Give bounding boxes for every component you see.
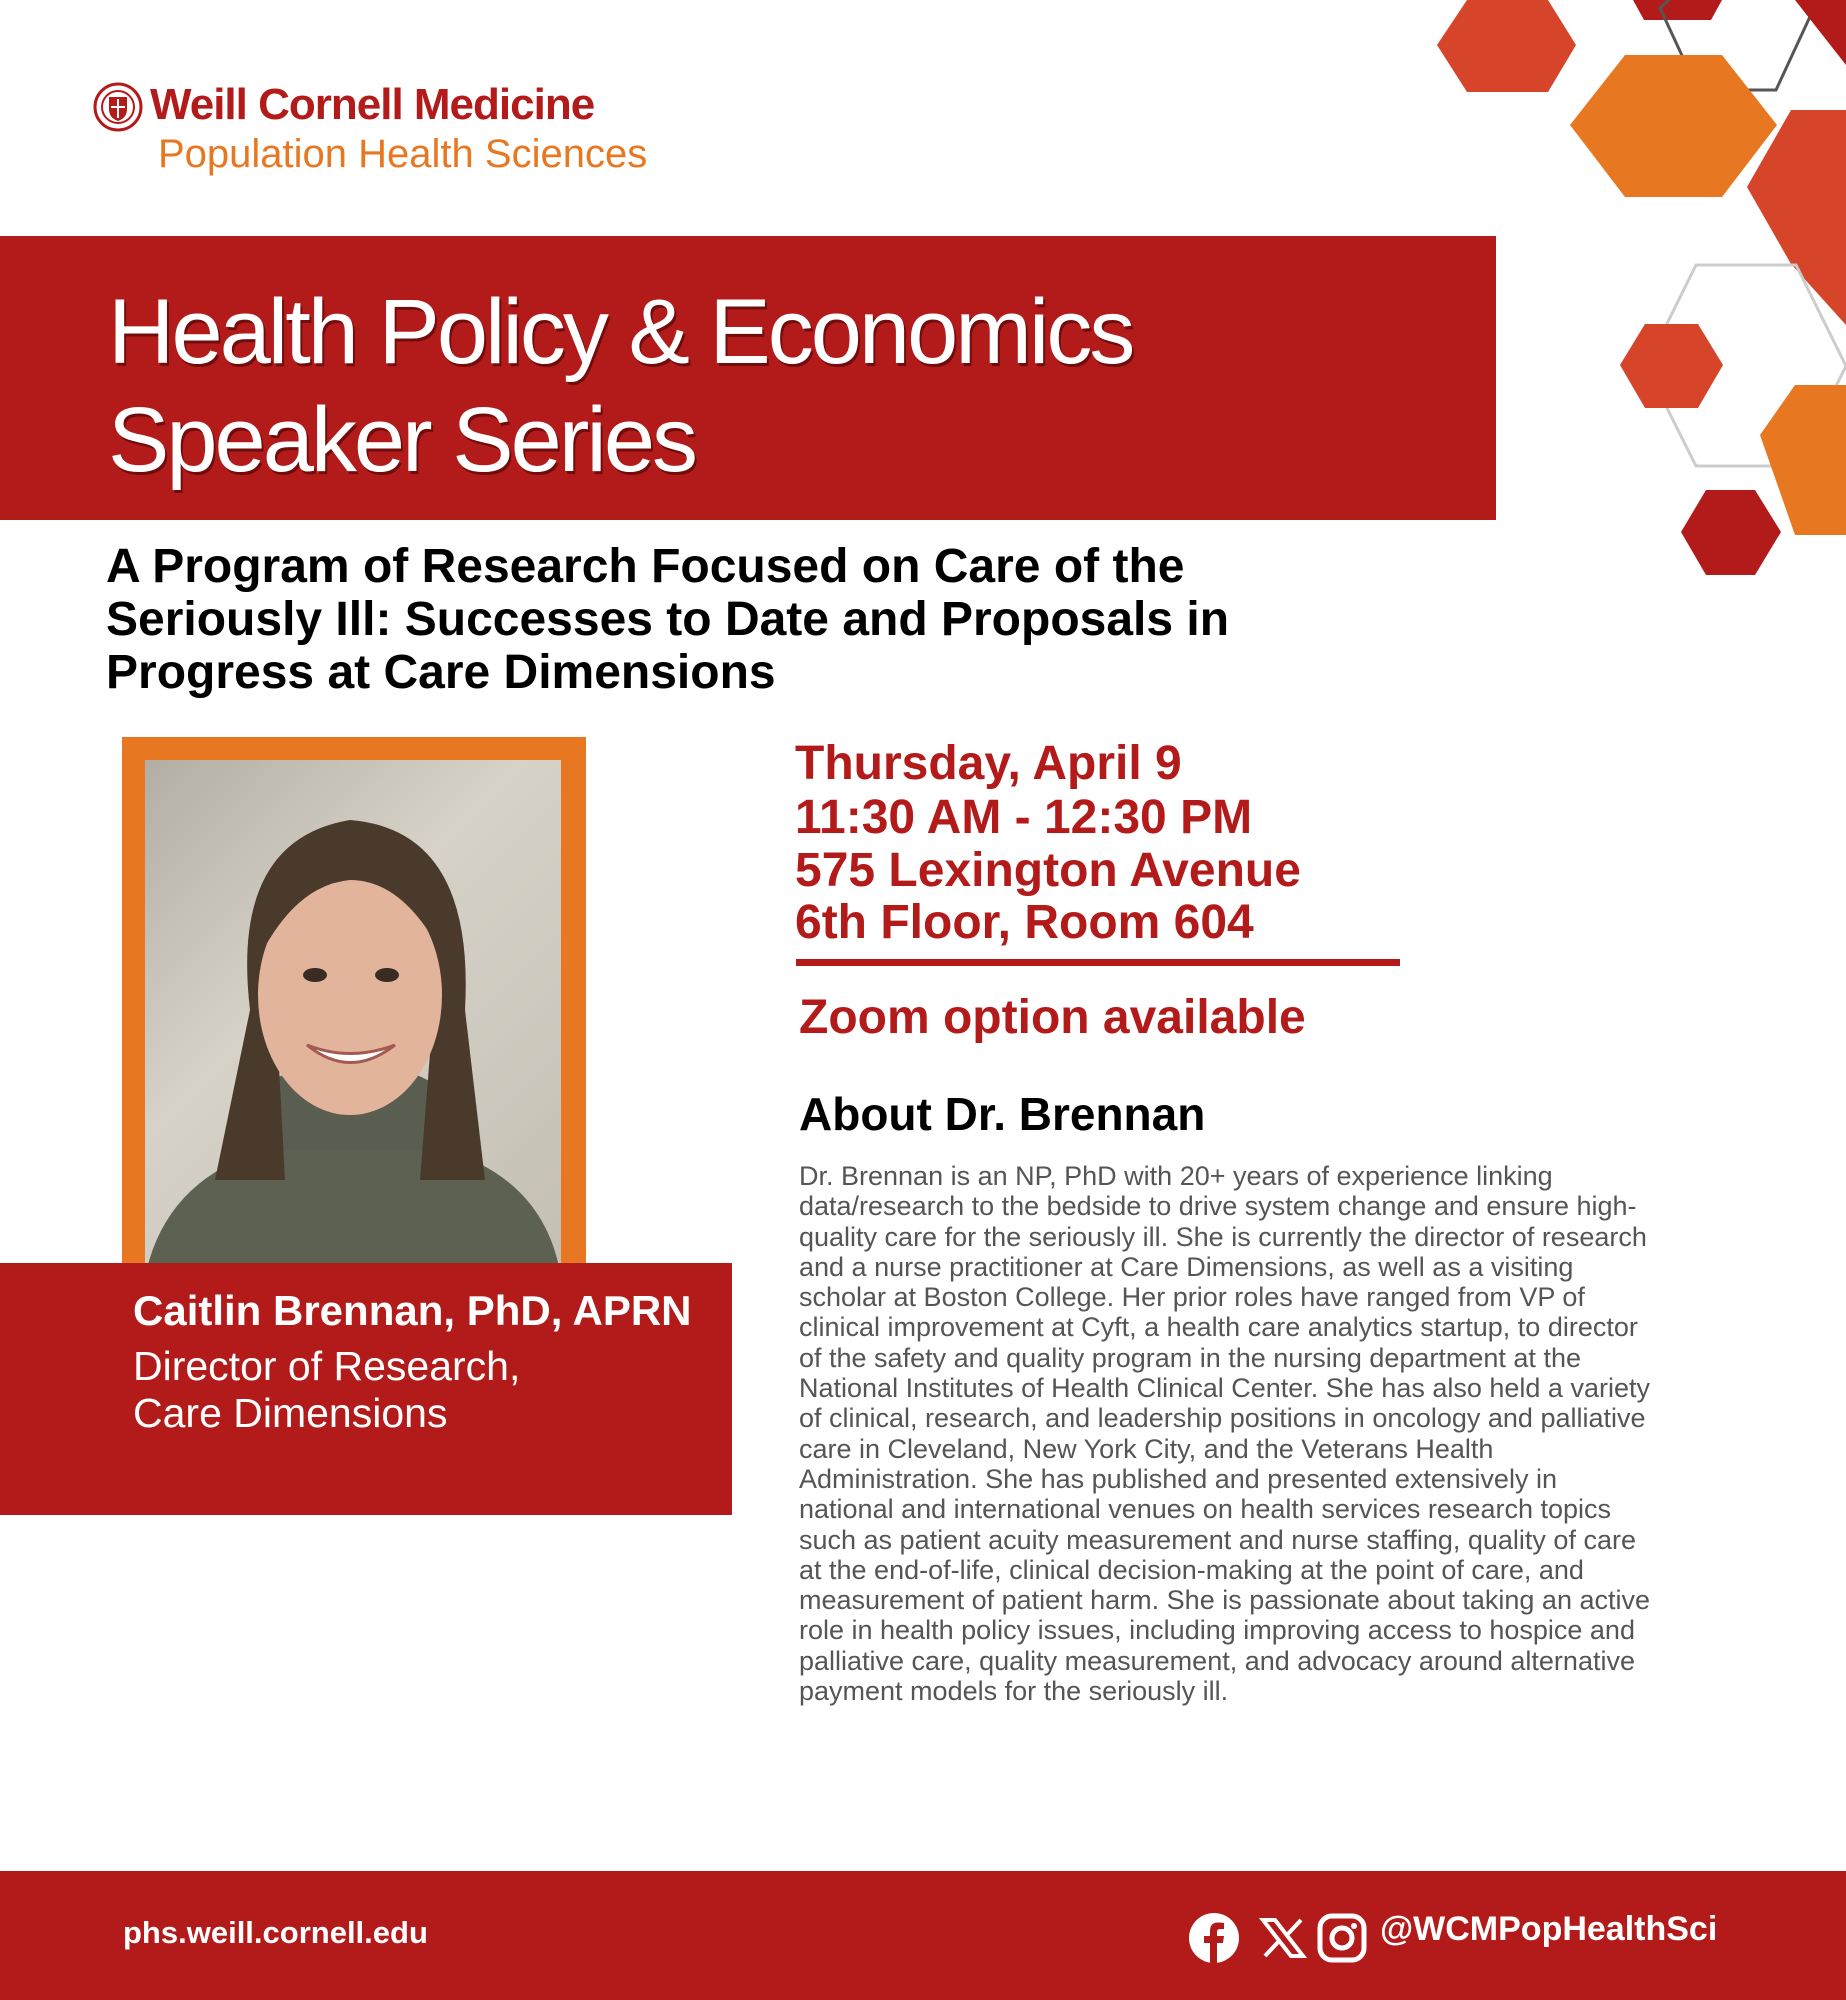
hexagon-shape: [1437, 0, 1576, 92]
about-heading: About Dr. Brennan: [799, 1088, 1206, 1140]
event-date: Thursday, April 9: [795, 737, 1182, 790]
speaker-photo: [145, 760, 561, 1277]
website-link[interactable]: phs.weill.cornell.edu: [123, 1915, 428, 1950]
event-room: 6th Floor, Room 604: [795, 896, 1254, 949]
cornell-seal-icon: [93, 82, 143, 137]
hexagon-shape: [1633, 0, 1722, 20]
org-name: Weill Cornell Medicine: [150, 80, 595, 129]
speaker-role: [133, 1343, 520, 1437]
hexagon-shape: [1760, 385, 1846, 535]
dept-name: Population Health Sciences: [158, 132, 648, 176]
hexagon-shape: [1620, 324, 1723, 408]
series-title-line-1: Health Policy & Economics: [108, 281, 1133, 383]
speaker-bio: Dr. Brennan is an NP, PhD with 20+ years of experience linking data/research to the bedside to drive system change and ensure high-quality care for the seriously ill. She is currently the director of research and a nurse practitioner at Care Dimensions, as well as a visiting scholar at Boston College. Her prior roles have ranged from VP of clinical improvement at Cyft, a health care analytics startup, to director of the safety and quality program in the nursing department at the National Institutes of Health Clinical Center. She has also held a variety of clinical, research, and leadership positions in oncology and palliative care in Cleveland, New York City, and the Veterans Health Administration. She has published and presented extensively in national and international venues on health services research topics such as patient acuity measurement and nurse staffing, quality of care at the end-of-life, clinical decision-making at the point of care, and measurement of patient harm. She is passionate about taking an active role in health policy issues, including improving access to hospice and palliative care, quality measurement, and advocacy around alternative payment models for the seriously ill.: [799, 1161, 1651, 1707]
facebook-icon[interactable]: [1188, 1912, 1240, 1964]
talk-title: A Program of Research Focused on Care of the Seriously Ill: Successes to Date and Proposals in Progress at Care Dimensions: [106, 540, 1230, 699]
event-address: 575 Lexington Avenue: [795, 844, 1301, 897]
instagram-icon[interactable]: [1316, 1912, 1368, 1964]
event-time: 11:30 AM - 12:30 PM: [795, 791, 1253, 844]
zoom-note: Zoom option available: [799, 991, 1306, 1044]
x-icon[interactable]: [1257, 1912, 1309, 1964]
speaker-role-line: Care Dimensions: [133, 1390, 448, 1436]
series-title-line-2: Speaker Series: [108, 389, 695, 491]
hexagon-shape: [1681, 490, 1781, 575]
hexagon-shape: [1570, 55, 1777, 197]
speaker-role-line: Director of Research,: [133, 1343, 521, 1389]
speaker-name: Caitlin Brennan, PhD, APRN: [133, 1287, 692, 1334]
social-handle[interactable]: @WCMPopHealthSci: [1380, 1910, 1718, 1948]
divider: [796, 959, 1400, 966]
